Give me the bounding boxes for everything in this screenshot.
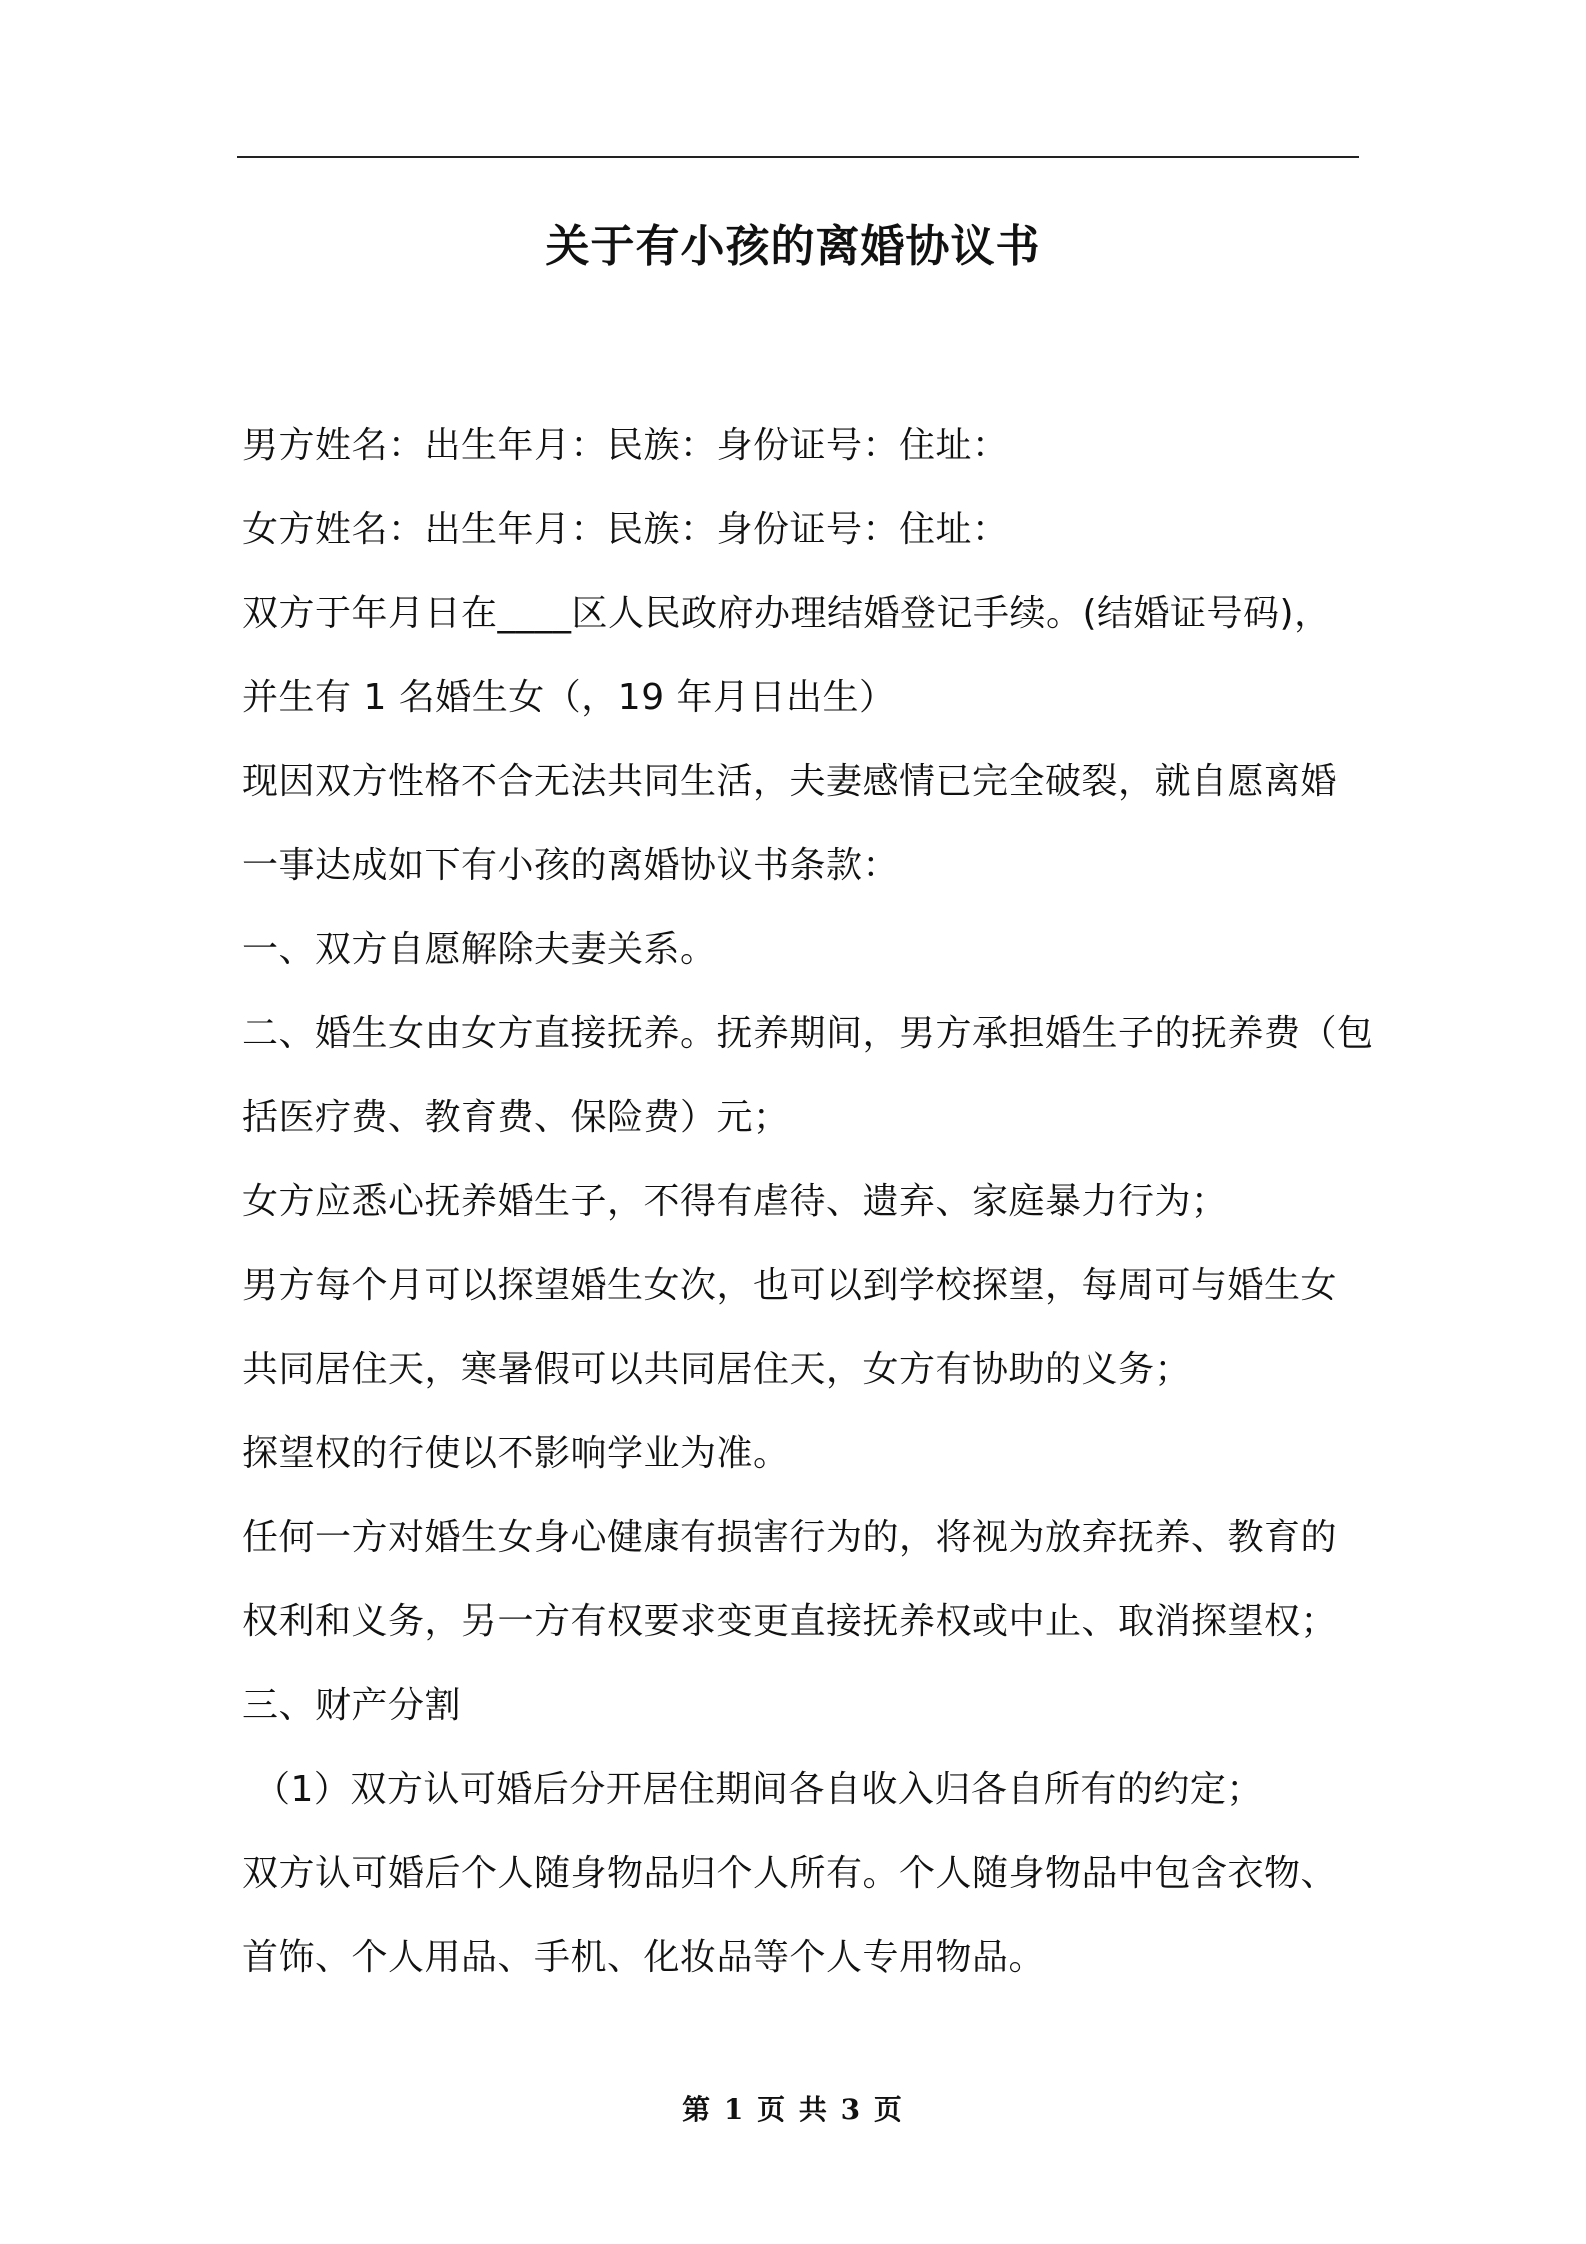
document-title: 关于有小孩的离婚协议书 bbox=[545, 221, 1041, 272]
paragraph-line: 女方姓名：出生年月：民族：身份证号：住址： bbox=[242, 509, 1009, 550]
paragraph-line: 男方姓名：出生年月：民族：身份证号：住址： bbox=[242, 425, 1009, 466]
clause-heading: 三、财产分割 bbox=[242, 1685, 462, 1726]
paragraph-line: 共同居住天，寒暑假可以共同居住天，女方有协助的义务； bbox=[242, 1349, 1192, 1390]
page-number: 第 1 页 共 3 页 bbox=[682, 2093, 904, 2126]
paragraph-line: 一事达成如下有小孩的离婚协议书条款： bbox=[242, 845, 900, 886]
paragraph-line: 探望权的行使以不影响学业为准。 bbox=[242, 1433, 790, 1474]
paragraph-line: 双方认可婚后个人随身物品归个人所有。个人随身物品中包含衣物、 bbox=[242, 1853, 1338, 1894]
paragraph-line: 首饰、个人用品、手机、化妆品等个人专用物品。 bbox=[242, 1937, 1046, 1978]
paragraph-line: 权利和义务，另一方有权要求变更直接抚养权或中止、取消探望权； bbox=[242, 1601, 1338, 1642]
sub-clause: （1）双方认可婚后分开居住期间各自收入归各自所有的约定； bbox=[254, 1769, 1263, 1810]
paragraph-line: 男方每个月可以探望婚生女次，也可以到学校探望，每周可与婚生女 bbox=[242, 1265, 1338, 1306]
clause-heading: 一、双方自愿解除夫妻关系。 bbox=[242, 929, 717, 970]
header-divider bbox=[237, 156, 1359, 158]
paragraph-line: 并生有 1 名婚生女（，19 年月日出生） bbox=[242, 677, 896, 718]
paragraph-line: 括医疗费、教育费、保险费）元； bbox=[242, 1097, 790, 1138]
clause-heading: 二、婚生女由女方直接抚养。抚养期间，男方承担婚生子的抚养费（包 bbox=[242, 1013, 1374, 1054]
paragraph-line: 任何一方对婚生女身心健康有损害行为的，将视为放弃抚养、教育的 bbox=[242, 1517, 1338, 1558]
paragraph-line: 双方于年月日在____区人民政府办理结婚登记手续。(结婚证号码)， bbox=[242, 593, 1331, 634]
paragraph-line: 女方应悉心抚养婚生子，不得有虐待、遗弃、家庭暴力行为； bbox=[242, 1181, 1228, 1222]
paragraph-line: 现因双方性格不合无法共同生活，夫妻感情已完全破裂，就自愿离婚 bbox=[242, 761, 1338, 802]
document-body bbox=[242, 404, 1374, 2000]
